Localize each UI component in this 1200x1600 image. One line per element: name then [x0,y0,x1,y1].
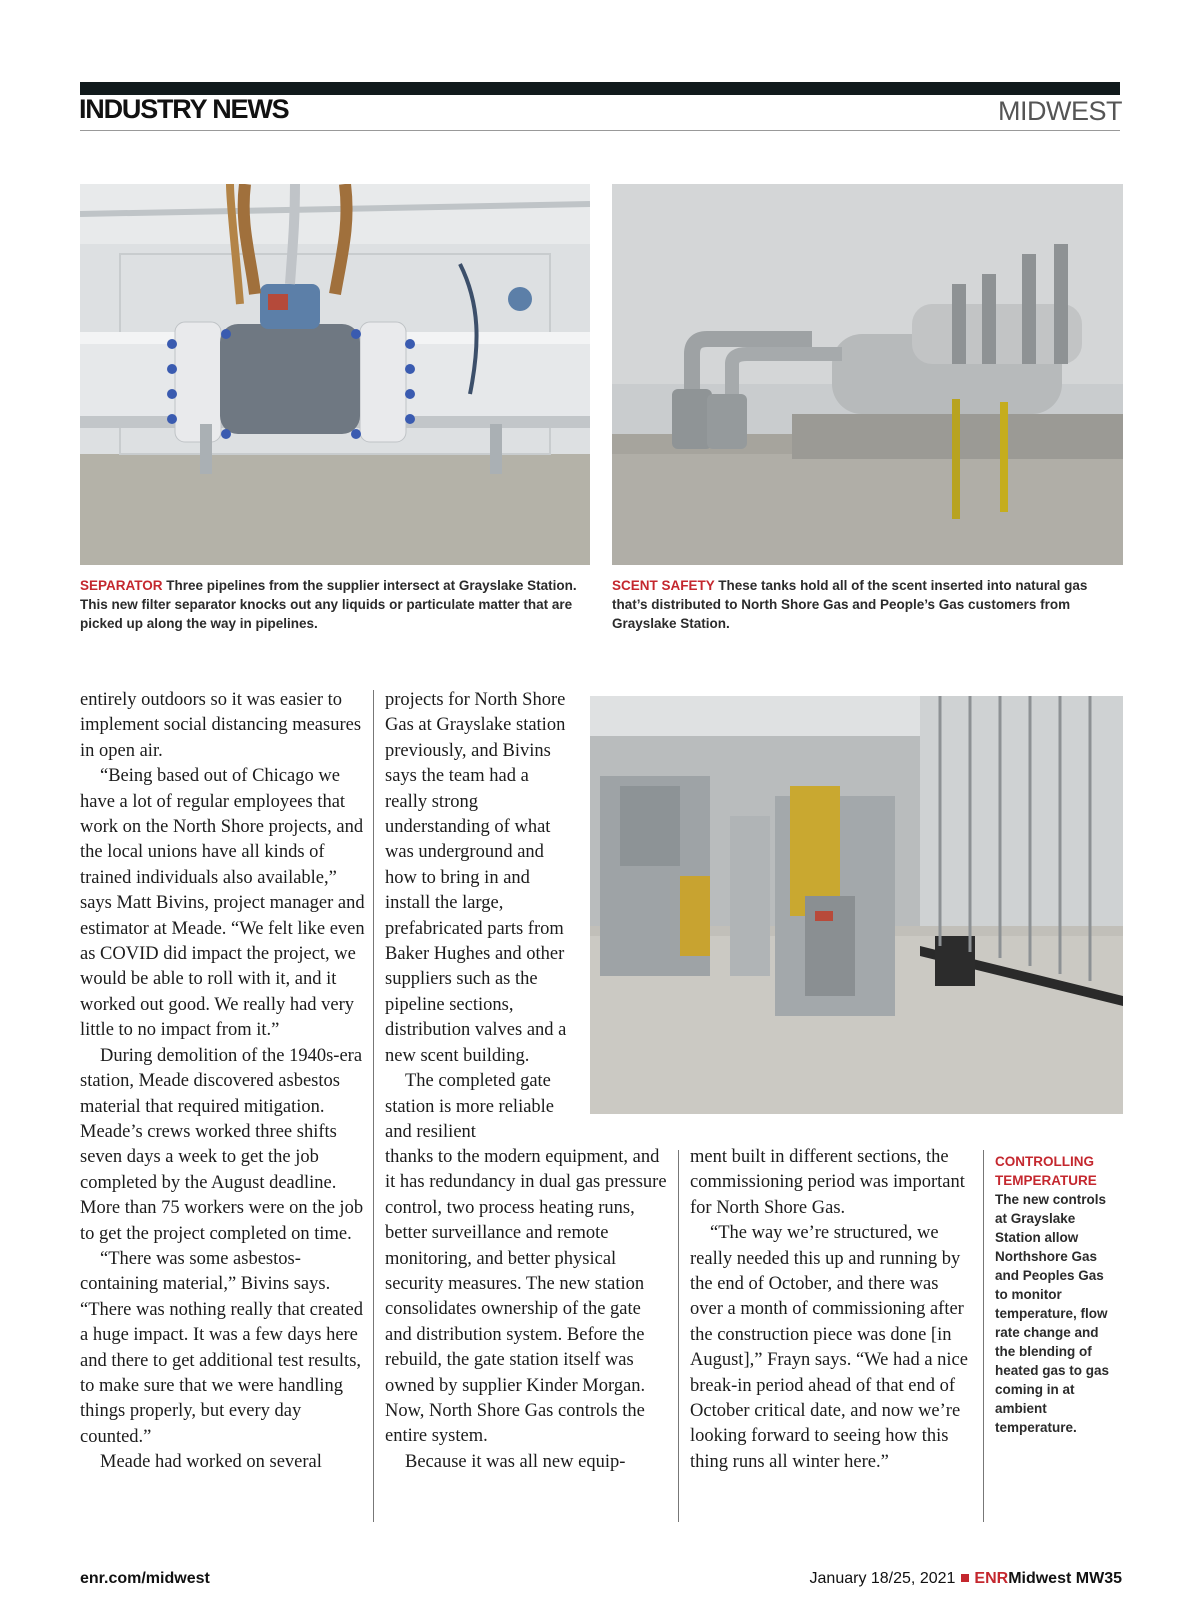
controls-caption [995,1152,1120,1437]
paragraph: The completed gate station is more reliable and resilient [385,1071,555,1142]
article-column-3 [690,1145,975,1475]
issue-date: January 18/25, 2021 [809,1570,956,1587]
paragraph: During demolition of the 1940s-era station, Meade discovered asbestos material that required mitigation. Meade’s crews worked three shifts seven days a week to get the job completed by the August deadline. More than 75 workers were on the job to get the project completed on time. [80,1045,364,1244]
paragraph: entirely outdoors so it was easier to implement social distancing measures in open air. [80,690,362,761]
paragraph: “Being based out of Chicago we have a lot of regular employees that work on the North Shore projects, and the local unions have all kinds of trained individuals also available,” says Matt Bivins, project manager and estimator at Meade. “We felt like even as COVID did impact the project, we would be able to roll with it, and it worked out good. We really had very little to no impact from it.” [80,766,365,1041]
article-column-2-bottom [385,1145,670,1475]
separator-caption [80,576,580,633]
paragraph: ment built in different sections, the commissioning period was important for North Shore Gas. [690,1147,965,1218]
column-divider [373,690,374,1522]
caption-kicker: SCENT SAFETY [612,578,715,593]
column-divider [983,1150,984,1522]
paragraph: thanks to the modern equipment, and it has redundancy in dual gas pressure control, two process heating runs, better surveillance and remote monitoring, and better physical security measures. The new station consolidates ownership of the gate and distribution system. Before the rebuild, the gate station itself was owned by supplier Kinder Morgan. Now, North Shore Gas controls the entire system. [385,1147,667,1447]
scent-caption [612,576,1117,633]
paragraph: Because it was all new equip- [405,1451,626,1472]
header-rule [80,130,1120,131]
footer-url[interactable]: enr.com/midwest [80,1570,210,1587]
caption-text: Three pipelines from the supplier intersect at Grayslake Station. This new filter separator knocks out any liquids or particulate matter that are picked up along the way in pipelines. [80,578,577,631]
caption-text: These tanks hold all of the scent inserted into natural gas that’s distributed to North Shore Gas and People’s Gas customers from Grayslake Station. [612,578,1088,631]
footer-folio [810,1570,1122,1588]
scent-tanks-photo [612,184,1123,565]
square-bullet-icon [961,1574,969,1582]
paragraph: projects for North Shore Gas at Grayslake station previously, and Bivins says the team had a really strong understanding of what was underground and how to bring in and install the large, prefabricated parts from Baker Hughes and other suppliers such as the pipeline sections, distribution valves and a new scent building. [385,690,567,1066]
separator-photo [80,184,590,565]
brand-region: Midwest [1008,1570,1072,1587]
article-column-1 [80,688,365,1476]
column-divider [678,1150,679,1522]
page-number: MW35 [1075,1570,1122,1587]
section-title: INDUSTRY NEWS [79,94,289,124]
caption-text: The new controls at Grayslake Station allow Northshore Gas and Peoples Gas to monitor temperature, flow rate change and the blending of heated gas to gas coming in at ambient temperature. [995,1192,1110,1435]
caption-kicker: SEPARATOR [80,578,163,593]
paragraph: Meade had worked on several [100,1452,322,1473]
controls-photo [590,696,1123,1114]
paragraph: “There was some asbestos-containing material,” Bivins says. “There was nothing really that created a huge impact. It was a few days here and there to get additional test results, to make sure that we were handling things properly, but every day counted.” [80,1248,364,1447]
region-label: MIDWEST [998,96,1122,126]
article-column-2-top [385,688,575,1145]
brand-enr: ENR [974,1570,1009,1587]
caption-kicker: CONTROLLING TEMPERATURE [995,1154,1097,1188]
paragraph: “The way we’re structured, we really needed this up and running by the end of October, and there was over a month of commissioning after the construction piece was done [in August],” Frayn says. “We had a nice break-in period ahead of that end of October critical date, and now we’re looking forward to seeing how this thing runs all winter here.” [690,1223,968,1472]
